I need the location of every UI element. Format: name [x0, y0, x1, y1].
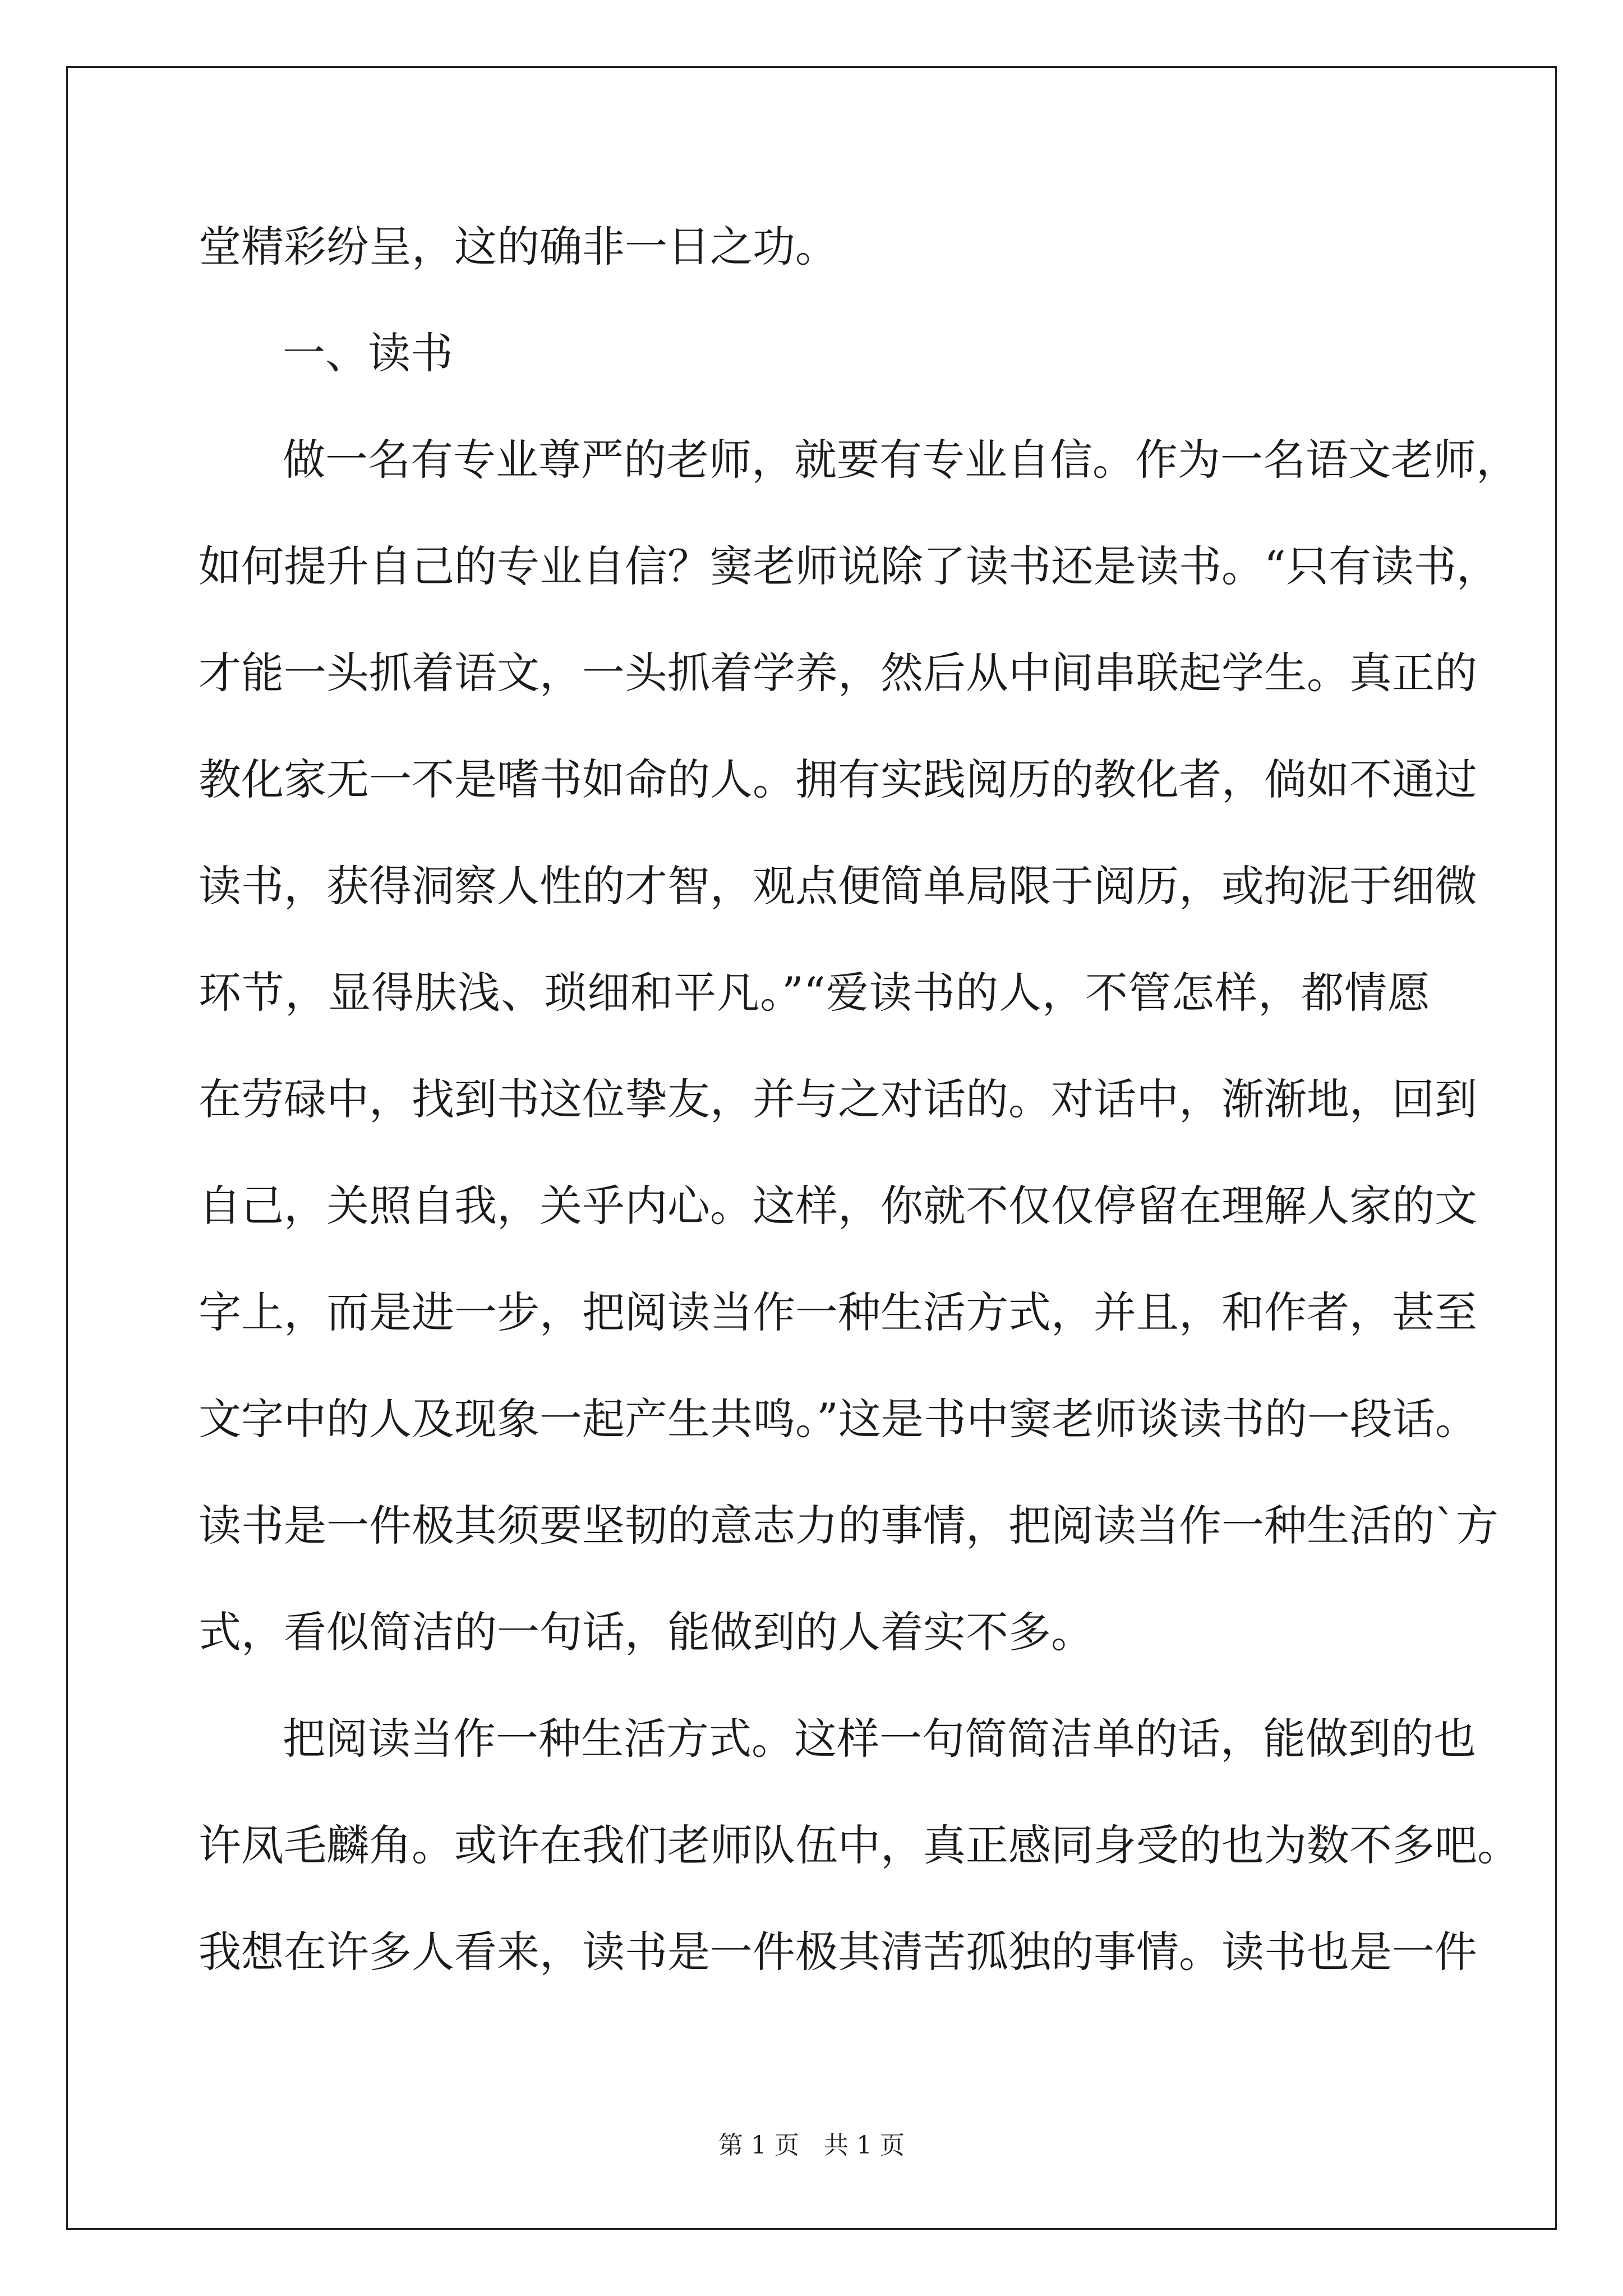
text-line: 环节，显得肤浅、琐细和平凡。”“爱读书的人，不管怎样，都情愿	[199, 968, 1430, 1018]
text-line: 把阅读当作一种生活方式。这样一句简简洁单的话，能做到的也	[283, 1714, 1476, 1764]
text-line: 在劳碌中，找到书这位挚友，并与之对话的。对话中，渐渐地，回到	[199, 1074, 1477, 1124]
text-line: 式，看似简洁的一句话，能做到的人着实不多。	[199, 1607, 1094, 1657]
text-line: 许凤毛麟角。或许在我们老师队伍中，真正感同身受的也为数不多吧。	[199, 1820, 1520, 1870]
text-line: 教化家无一不是嗜书如命的人。拥有实践阅历的教化者，倘如不通过	[199, 754, 1477, 804]
text-line: 读书，获得洞察人性的才智，观点便简单局限于阅历，或拘泥于细微	[199, 861, 1477, 911]
page-footer: 第 1 页 共 1 页	[718, 2131, 905, 2160]
text-line: 自己，关照自我，关乎内心。这样，你就不仅仅停留在理解人家的文	[199, 1181, 1477, 1231]
text-line: 做一名有专业尊严的老师，就要有专业自信。作为一名语文老师，	[283, 435, 1519, 485]
section-heading: 一、读书	[283, 328, 453, 378]
text-line: 字上，而是进一步，把阅读当作一种生活方式，并且，和作者，甚至	[199, 1287, 1477, 1337]
text-line: 文字中的人及现象一起产生共鸣。”这是书中窦老师谈读书的一段话。	[199, 1394, 1478, 1444]
text-line: 读书是一件极其须要坚韧的意志力的事情，把阅读当作一种生活的`方	[199, 1501, 1498, 1550]
text-line: 我想在许多人看来，读书是一件极其清苦孤独的事情。读书也是一件	[199, 1927, 1477, 1977]
text-line: 才能一头抓着语文，一头抓着学养，然后从中间串联起学生。真正的	[199, 648, 1477, 698]
text-line: 堂精彩纷呈，这的确非一日之功。	[199, 222, 838, 272]
document-body	[199, 194, 1520, 2005]
text-line: 如何提升自己的专业自信？窦老师说除了读书还是读书。“只有读书，	[199, 541, 1499, 591]
